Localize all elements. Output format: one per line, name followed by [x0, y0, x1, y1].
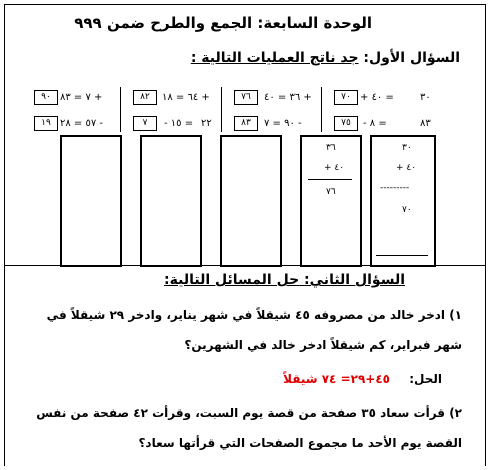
question-2-label: السؤال الثاني:	[304, 272, 405, 288]
work-box-3	[220, 135, 282, 267]
op-top-3: + ٣٦ = ٤٠	[264, 92, 312, 103]
frame-right	[485, 4, 486, 466]
answer-box-bottom-1: ١٩	[34, 116, 58, 131]
problem-2-line-1: ٢) قرأت سعاد ٣٥ صفحة من قصة يوم السبت، وقرأت ٤٢ صفحة من نفس	[36, 406, 462, 420]
work-5-result: ٧٠	[402, 205, 412, 215]
work-4-top: ٣٦	[326, 143, 336, 153]
eq-separator-3	[321, 87, 322, 132]
problem-2-line-2: القصة يوم الأحد ما مجموع الصفحات التي قرأتها سعاد؟	[138, 436, 462, 450]
solution-text: ٤٥+٢٩= ٧٤ شيقلاً	[283, 372, 390, 386]
eq-separator-1	[120, 87, 121, 132]
op-bottom-1: - ٥٧ = ٢٨	[60, 118, 104, 129]
op-top-2: + ٦٤ = ١٨	[162, 92, 210, 103]
op-top-4-right: ٣٠	[420, 92, 431, 103]
op-bottom-4: = ٨ -	[363, 118, 387, 129]
unit-title: الوحدة السابعة: الجمع والطرح ضمن ٩٩٩	[74, 14, 372, 32]
work-box-2	[140, 135, 202, 267]
eq-separator-2	[221, 87, 222, 132]
op-bottom-2-right: ٢٢	[201, 118, 212, 129]
work-5-mid: + ٤٠	[396, 163, 417, 173]
frame-top	[4, 4, 486, 5]
op-top-4: = ٤٠ +	[360, 92, 394, 103]
work-box-1	[60, 135, 122, 267]
problem-1-line-1: ١) ادخر خالد من مصروفه ٤٥ شيقلاً في شهر يناير، وادخر ٢٩ شيقلاً في	[46, 308, 462, 322]
work-5-underline	[376, 255, 428, 256]
answer-box-top-4: ٧٠	[334, 90, 358, 105]
solution-label: الحل:	[409, 372, 442, 386]
work-box-4	[300, 135, 362, 267]
answer-box-top-3: ٧٦	[234, 90, 258, 105]
work-5-dashes: ---------	[380, 183, 410, 193]
frame-left	[4, 4, 5, 466]
op-bottom-4-right: ٨٣	[420, 118, 431, 129]
work-5-top: ٣٠	[402, 143, 412, 153]
answer-box-top-1: ٩٠	[34, 90, 58, 105]
problem-1-line-2: شهر فبراير، كم شيقلاً ادخر خالد في الشهرين؟	[184, 338, 462, 352]
work-4-mid: + ٤٠	[324, 163, 345, 173]
question-1-heading	[191, 50, 460, 66]
op-bottom-2: = ١٥ -	[164, 118, 194, 129]
question-2-heading	[164, 272, 405, 288]
work-4-result: ٧٦	[326, 187, 336, 197]
work-box-5	[370, 135, 436, 267]
answer-box-top-2: ٨٢	[133, 90, 157, 105]
work-4-sum-line	[308, 179, 352, 180]
answer-box-bottom-2: ٧	[133, 116, 157, 131]
op-bottom-3: - ٩٠ = ٧	[264, 118, 302, 129]
answer-box-bottom-3: ٨٣	[234, 116, 258, 131]
question-2-text: حل المسائل التالية:	[164, 272, 300, 288]
question-1-text: جد ناتج العمليات التالية :	[190, 50, 359, 66]
op-top-1: + ٧ = ٨٣	[60, 92, 103, 103]
question-1-label: السؤال الأول:	[363, 50, 460, 66]
answer-box-bottom-4: ٧٥	[334, 116, 358, 131]
